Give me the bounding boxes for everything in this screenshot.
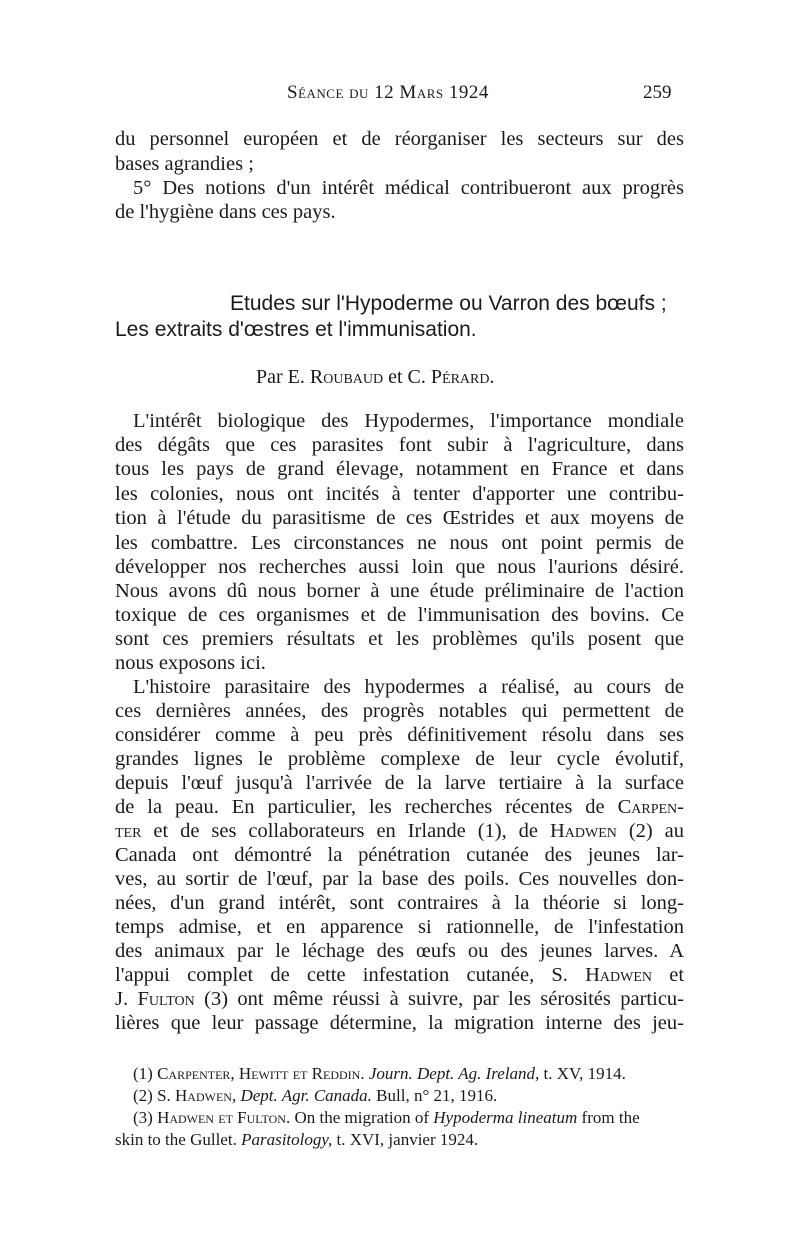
running-title: Séance du 12 Mars 1924 <box>287 82 489 103</box>
author-hadwen: Hadwen <box>549 820 617 842</box>
footnote-2-rest: Bull, n° 21, 1916. <box>376 1086 498 1105</box>
page-number: 259 <box>643 82 672 103</box>
footnote-3-line2-a: skin to the Gullet. <box>115 1130 237 1149</box>
p1-line-10: sont ces premiers résultats et les problèmes qu'ils posent que <box>115 628 684 650</box>
p2-line-1: L'histoire parasitaire des hypodermes a réalisé, au cours de <box>133 676 684 698</box>
footnote-1-journal: Journ. Dept. Ag. Ireland, <box>368 1064 540 1083</box>
footnote-3-line2-b: t. XVI, janvier 1924. <box>336 1130 479 1149</box>
p1-line-6: les combattre. Les circonstances ne nous ont point permis de <box>115 532 684 554</box>
intro-line-3: 5° Des notions d'un intérêt médical contribueront aux progrès <box>133 177 684 199</box>
p1-line-8: Nous avons dû nous borner à une étude préliminaire de l'action <box>115 580 684 602</box>
p2-line-14-initial: J. <box>115 988 129 1010</box>
author-fulton: Fulton <box>137 988 195 1010</box>
p1-line-7: développer nos recherches aussi loin que nous l'aurions désiré. <box>115 556 684 578</box>
footnote-3-text-b: from the <box>581 1108 640 1127</box>
intro-line-2: bases agrandies ; <box>115 153 254 175</box>
p2-line-11: temps admise, et en apparence si rationnelle, de l'infestation <box>115 916 684 938</box>
p2-line-9: ves, au sortir de l'œuf, par la base des poils. Ces nouvelles don- <box>115 868 684 890</box>
author-roubaud: Roubaud <box>309 366 384 388</box>
p2-line-2: ces dernières années, des progrès notables qui permettent de <box>115 700 684 722</box>
p1-line-2: des dégâts que ces parasites font subir à l'agriculture, dans <box>115 434 684 456</box>
p1-line-3: tous les pays de grand élevage, notamment en France et dans <box>115 458 684 480</box>
article-title-line-2: Les extraits d'œstres et l'immunisation. <box>115 318 477 341</box>
p2-line-8: Canada ont démontré la pénétration cutanée des jeunes lar- <box>115 844 684 866</box>
p2-line-6 <box>115 797 684 818</box>
p2-line-13-text: l'appui complet de cette infestation cutanée, S. <box>115 964 568 986</box>
footnote-3-species: Hypoderma lineatum <box>433 1108 578 1127</box>
footnote-3-text-a: On the migration of <box>294 1108 430 1127</box>
p1-line-5: tion à l'étude du parasitisme de ces Œstrides et aux moyens de <box>115 507 684 529</box>
author-perard: Pérard. <box>430 366 495 388</box>
p2-line-13-end: et <box>669 964 685 986</box>
p2-line-7 <box>115 821 684 842</box>
byline-prefix: Par E. <box>256 366 305 388</box>
byline <box>256 366 494 389</box>
footnote-3-line-2 <box>115 1131 478 1148</box>
p1-line-11: nous exposons ici. <box>115 652 266 674</box>
footnote-1-number: (1) <box>133 1064 153 1083</box>
footnote-2-journal: Dept. Agr. Canada. <box>240 1086 372 1105</box>
footnote-2 <box>133 1087 497 1104</box>
footnote-3-authors: Hadwen et Fulton. <box>157 1108 291 1127</box>
p2-line-7-text: et de ses collaborateurs en Irlande (1), de <box>153 820 539 842</box>
footnote-3-number: (3) <box>133 1108 153 1127</box>
author-carpenter-cont: ter <box>115 820 142 842</box>
p1-line-9: toxique de ces organismes et de l'immunisation des bovins. Ce <box>115 604 684 626</box>
footnote-3-journal: Parasitology, <box>241 1130 333 1149</box>
p2-line-4: grandes lignes le problème complexe de leur cycle évolutif, <box>115 748 684 770</box>
p2-line-7-end: (2) au <box>628 820 684 842</box>
footnote-3 <box>133 1109 640 1126</box>
footnote-1 <box>133 1065 626 1082</box>
p2-line-14 <box>115 989 684 1010</box>
p2-line-12: des animaux par le léchage des œufs ou des jeunes larves. A <box>115 940 684 962</box>
p1-line-4: les colonies, nous ont incités à tenter d'apporter une contribu- <box>115 483 684 505</box>
article-title-line-1: Etudes sur l'Hypoderme ou Varron des bœufs ; <box>230 292 667 315</box>
p1-line-1: L'intérêt biologique des Hypodermes, l'importance mondiale <box>133 410 684 432</box>
page-header <box>0 82 800 112</box>
p2-line-15: lières que leur passage détermine, la migration interne des jeu- <box>115 1012 684 1034</box>
footnote-2-number: (2) S. <box>133 1086 171 1105</box>
p2-line-13 <box>115 965 684 986</box>
p2-line-10: nées, d'un grand intérêt, sont contraires à la théorie si long- <box>115 892 684 914</box>
p2-line-6-text: de la peau. En particulier, les recherches récentes de <box>115 796 605 818</box>
footnote-1-authors: Carpenter, Hewitt et Reddin. <box>157 1064 365 1083</box>
p2-line-5: depuis l'œuf jusqu'à l'arrivée de la larve tertiaire à la surface <box>115 772 684 794</box>
intro-line-4: de l'hygiène dans ces pays. <box>115 201 336 223</box>
byline-join: et C. <box>388 366 426 388</box>
author-hadwen-2: Hadwen <box>585 964 653 986</box>
p2-line-14-text: (3) ont même réussi à suivre, par les sérosités particu- <box>204 988 684 1010</box>
footnote-1-rest: t. XV, 1914. <box>543 1064 626 1083</box>
intro-line-1: du personnel européen et de réorganiser les secteurs sur des <box>115 128 684 150</box>
footnote-2-author: Hadwen, <box>175 1086 237 1105</box>
p2-line-3: considérer comme à peu près définitivement résolu dans ses <box>115 724 684 746</box>
author-carpenter: Carpen- <box>617 796 684 818</box>
